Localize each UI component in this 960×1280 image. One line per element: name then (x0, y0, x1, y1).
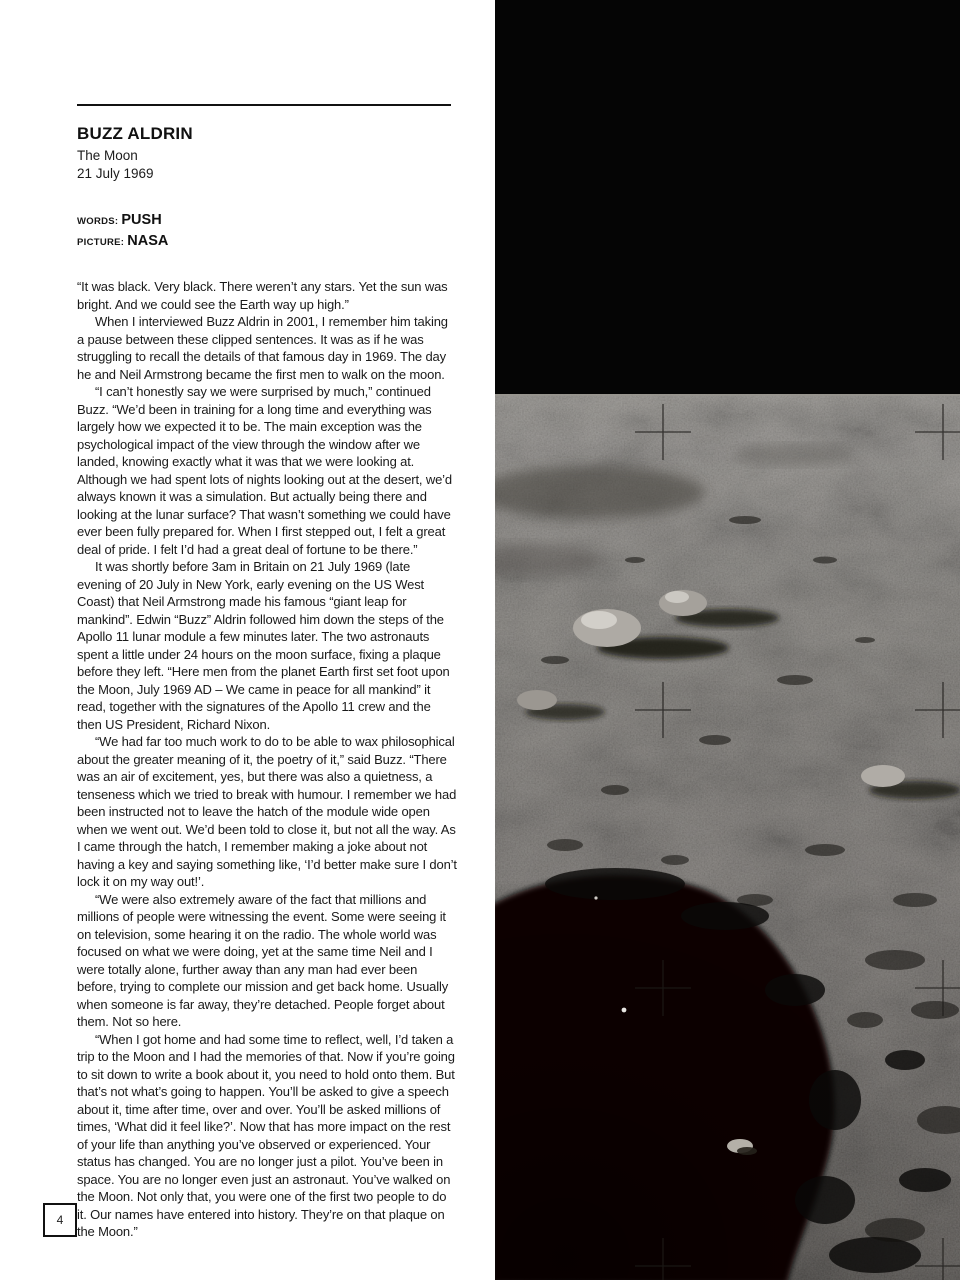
moon-photo-image (495, 0, 960, 1280)
paragraph: “When I got home and had some time to reflect, well, I’d taken a trip to the Moon and I had the memories of that. Now if you’re going to sit down to write a book about it, you need to hold onto them. But that’s not what’s going to happen. You’ll be asked to give a speech about it, time after time, over and over. You’ll be asked millions of times, ‘What did it feel like?’. Now that has more impact on the rest of your life than anything you’ve observed or experienced. Your status has changed. You are no longer just a pilot. You’ve been in space. You are no longer even just an astronaut. You’ve walked on the Moon. Not only that, you were one of the first two people to do it. Our names have entered into history. They’re on that plaque on the Moon.” (77, 1031, 455, 1239)
paragraph: “It was black. Very black. There weren’t any stars. Yet the sun was bright. And we could see the Earth way up high.” (77, 279, 448, 312)
picture-credit (77, 231, 457, 252)
picture-credit-label: PICTURE: (77, 237, 125, 248)
lunar-sky (495, 0, 960, 397)
page-number-box (43, 1203, 77, 1237)
article-subject: The Moon (77, 148, 138, 163)
words-credit-label: WORDS: (77, 216, 119, 227)
article-column (77, 96, 457, 1241)
paragraph: “We had far too much work to do to be able to wax philosophical about the greater meaning of it, the poetry of it,” said Buzz. “There was an air of excitement, yes, but there was also a quietness, a tenseness which we tried to break with humour. I remember we had been instructed not to leave the hatch of the module wide open when we went out. We’d been told to close it, but not all the way. As I came through the hatch, I remember making a joke about not having a key and saying something like, ‘I’d better make sure I don’t lock it on my way out!’. (77, 734, 457, 889)
credits-block (77, 210, 457, 252)
paragraph: “We were also extremely aware of the fact that millions and millions of people were witnessing the event. Some were seeing it on television, some hearing it on the radio. The whole world was focused on what we were doing, yet at the same time Neil and I were totally alone, further away than any man had ever been before, trying to complete our mission and get back home. Usually when someone is far away, they’re detached. People forget about them. Not so here. (77, 891, 449, 1029)
page-number: 4 (56, 1213, 64, 1227)
page-title: BUZZ ALDRIN (77, 124, 193, 143)
article-date: 21 July 1969 (77, 166, 154, 181)
header-rule (77, 104, 451, 106)
paragraph: When I interviewed Buzz Aldrin in 2001, I remember him taking a pause between these clipped sentences. It was as if he was struggling to recall the details of that famous day in 1969. The day he and Neil Armstrong became the first men to walk on the moon. (77, 314, 448, 382)
moon-photo (495, 0, 960, 1280)
article-body (77, 278, 457, 1241)
picture-credit-value: NASA (127, 233, 169, 249)
paragraph: “I can’t honestly say we were surprised by much,” continued Buzz. “We’d been in training for a long time and everything was largely how we expected it to be. The main exception was the psychological impact of the view through the window after we landed, knowing exactly what it was that we were looking at. Although we had spent lots of nights looking out at the desert, we’d always known it was a simulation. But actually being there and looking at the lunar surface? That wasn’t something we could have ever been fully prepared for. When I first stepped out, I felt a great deal of pride. I felt I’d had a great deal of fortune to be there.” (77, 384, 452, 557)
words-credit (77, 210, 457, 231)
words-credit-value: PUSH (121, 212, 162, 228)
paragraph: It was shortly before 3am in Britain on 21 July 1969 (late evening of 20 July in New York, early evening on the US West Coast) that Neil Armstrong made his famous “giant leap for mankind”. Edwin “Buzz” Aldrin followed him down the steps of the Apollo 11 lunar module a few minutes later. The two astronauts spent a little under 24 hours on the moon surface, fixing a plaque before they left. “Here men from the planet Earth first set foot upon the Moon, July 1969 AD – We came in peace for all mankind” it read, together with the signatures of the Apollo 11 crew and the then US President, Richard Nixon. (77, 559, 450, 732)
